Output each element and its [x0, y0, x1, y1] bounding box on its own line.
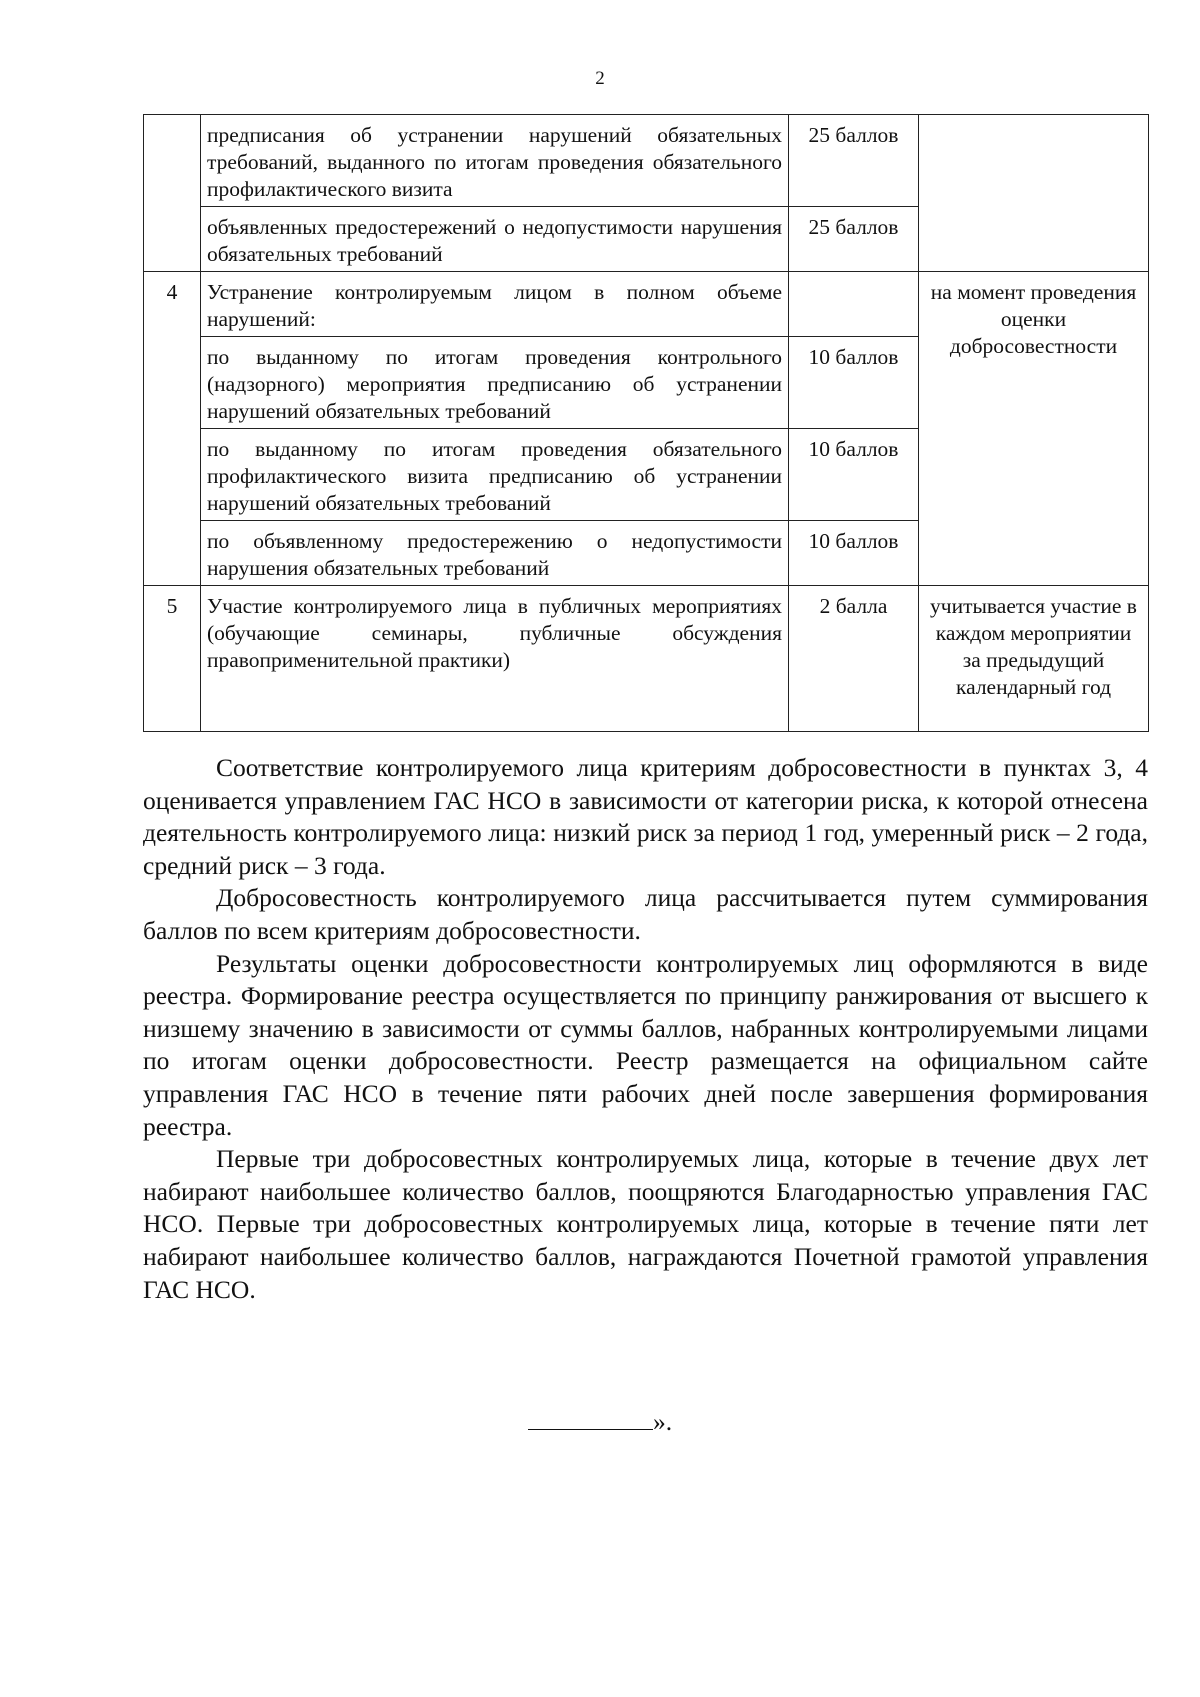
criterion-description: по выданному по итогам проведения контрольного (надзорного) мероприятия предписанию об устранении нарушений обязательных требований	[201, 337, 789, 429]
criterion-description: Участие контролируемого лица в публичных мероприятиях (обучающие семинары, публичные обсуждения правоприменительной практики)	[201, 586, 789, 732]
criterion-points: 2 балла	[789, 586, 919, 732]
criterion-description: предписания об устранении нарушений обязательных требований, выданного по итогам проведения обязательного профилактического визита	[201, 115, 789, 207]
criterion-description: по выданному по итогам проведения обязательного профилактического визита предписанию об устранении нарушений обязательных требований	[201, 429, 789, 521]
criterion-description: объявленных предостережений о недопустимости нарушения обязательных требований	[201, 207, 789, 272]
row-number-cell	[144, 115, 201, 272]
criterion-note	[919, 115, 1149, 272]
criterion-points: 25 баллов	[789, 115, 919, 207]
table-row	[144, 586, 1149, 732]
closing-quote-mark: ».	[652, 1407, 673, 1436]
criterion-description: Устранение контролируемым лицом в полном объеме нарушений:	[201, 272, 789, 337]
criterion-description: по объявленному предостережению о недопустимости нарушения обязательных требований	[201, 521, 789, 586]
table-row	[144, 115, 1149, 207]
criterion-points: 10 баллов	[789, 337, 919, 429]
criterion-points: 25 баллов	[789, 207, 919, 272]
page-number: 2	[595, 68, 605, 89]
criterion-note: учитывается участие в каждом мероприятии за предыдущий календарный год	[919, 586, 1149, 732]
criterion-points: 10 баллов	[789, 429, 919, 521]
signature-blank-line	[528, 1407, 653, 1430]
body-text	[143, 752, 1148, 1306]
paragraph: Первые три добросовестных контролируемых лица, которые в течение двух лет набирают наибольшее количество баллов, поощряются Благодарностью управления ГАС НСО. Первые три добросовестных контролируемых лица, которые в течение пяти лет набирают наибольшее количество баллов, награждаются Почетной грамотой управления ГАС НСО.	[143, 1144, 1148, 1304]
closing-line	[0, 1407, 1200, 1437]
table-row	[144, 272, 1149, 337]
criterion-points	[789, 272, 919, 337]
paragraph: Результаты оценки добросовестности контролируемых лиц оформляются в виде реестра. Формирование реестра осуществляется по принципу ранжирования от высшего к низшему значению в зависимости от суммы баллов, набранных контролируемыми лицами по итогам оценки добросовестности. Реестр размещается на официальном сайте управления ГАС НСО в течение пяти рабочих дней после завершения формирования реестра.	[143, 948, 1148, 1141]
row-number: 5	[144, 586, 201, 732]
paragraph: Добросовестность контролируемого лица рассчитывается путем суммирования баллов по всем критериям добросовестности.	[143, 883, 1148, 945]
criterion-note: на момент проведения оценки добросовестности	[919, 272, 1149, 586]
row-number: 4	[144, 272, 201, 586]
criteria-table	[143, 114, 1149, 732]
criterion-points: 10 баллов	[789, 521, 919, 586]
paragraph: Соответствие контролируемого лица критериям добросовестности в пунктах 3, 4 оценивается управлением ГАС НСО в зависимости от категории риска, к которой отнесена деятельность контролируемого лица: низкий риск за период 1 год, умеренный риск – 2 года, средний риск – 3 года.	[143, 753, 1148, 880]
